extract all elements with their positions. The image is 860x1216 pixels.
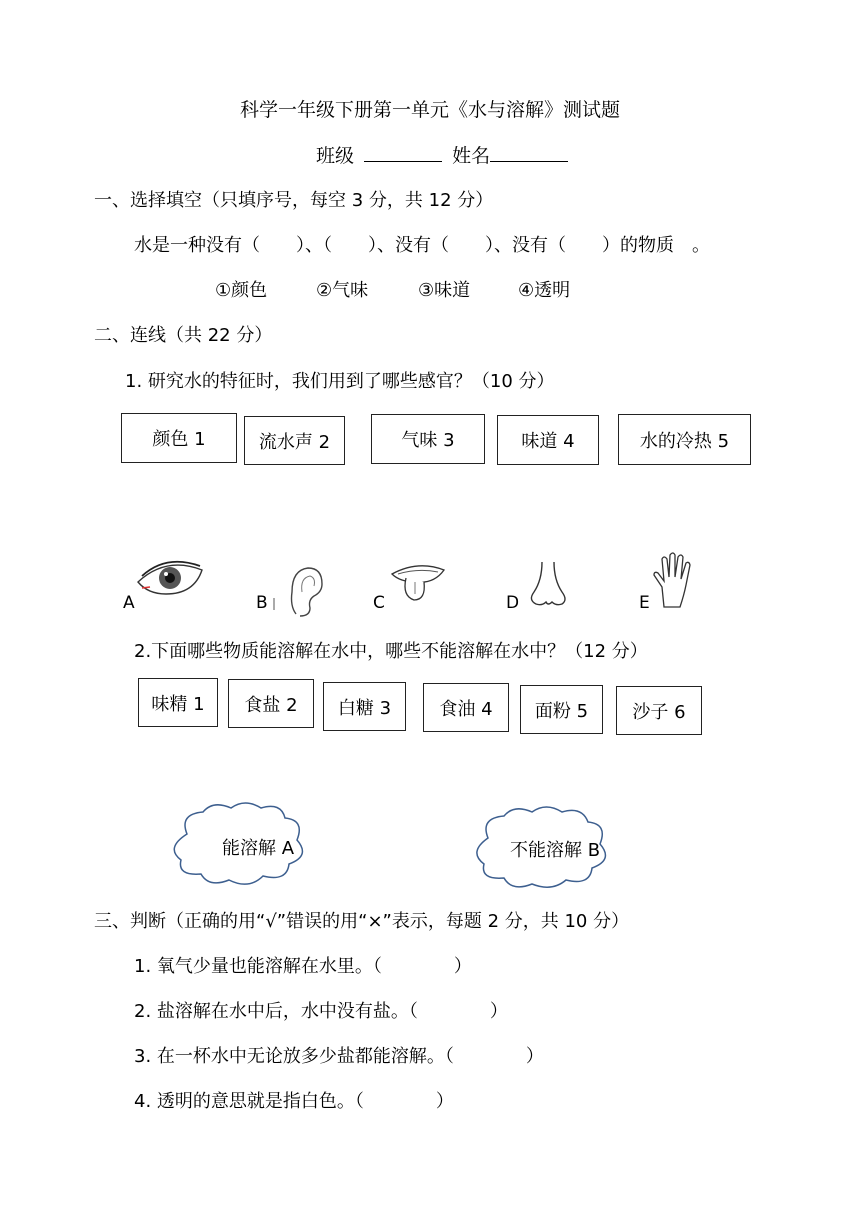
class-blank[interactable] bbox=[364, 143, 442, 162]
sense-box-3: 气味 3 bbox=[371, 414, 485, 464]
section2-q1-text: 1. 研究水的特征时，我们用到了哪些感官？（10 分） bbox=[125, 371, 555, 392]
sense-box-5: 水的冷热 5 bbox=[618, 414, 751, 465]
eye-icon bbox=[136, 556, 206, 602]
section1-option-1: ①颜色 bbox=[215, 280, 268, 301]
organ-letter-d: D bbox=[506, 593, 520, 613]
organ-letter-a: A bbox=[123, 593, 135, 613]
sense-box-4: 味道 4 bbox=[497, 415, 599, 465]
ear-icon bbox=[270, 562, 326, 618]
organ-letter-b: B bbox=[256, 593, 268, 613]
substance-box-2: 食盐 2 bbox=[228, 679, 314, 728]
section2-q2-text: 2.下面哪些物质能溶解在水中，哪些不能溶解在水中？（12 分） bbox=[134, 641, 648, 662]
mouth-tongue-icon bbox=[388, 560, 450, 608]
judge-item-2: 2. 盐溶解在水中后，水中没有盐。（ ） bbox=[134, 1001, 508, 1022]
cloud-insoluble-label: 不能溶解 B bbox=[510, 840, 601, 861]
section1-option-4: ④透明 bbox=[518, 280, 571, 301]
substance-box-3: 白糖 3 bbox=[323, 682, 406, 731]
name-label: 姓名 bbox=[452, 145, 491, 167]
judge-item-4: 4. 透明的意思就是指白色。（ ） bbox=[134, 1091, 454, 1112]
page-title: 科学一年级下册第一单元《水与溶解》测试题 bbox=[239, 99, 620, 121]
name-blank[interactable] bbox=[490, 143, 568, 162]
sense-box-2: 流水声 2 bbox=[244, 416, 345, 465]
substance-box-1: 味精 1 bbox=[138, 678, 218, 727]
section1-heading: 一、选择填空（只填序号，每空 3 分，共 12 分） bbox=[94, 190, 494, 211]
class-label: 班级 bbox=[316, 145, 355, 167]
cloud-soluble-label: 能溶解 A bbox=[222, 838, 295, 859]
section1-option-3: ③味道 bbox=[418, 280, 471, 301]
judge-item-3: 3. 在一杯水中无论放多少盐都能溶解。（ ） bbox=[134, 1046, 544, 1067]
hand-icon bbox=[652, 551, 698, 611]
substance-box-6: 沙子 6 bbox=[616, 686, 702, 735]
nose-icon bbox=[526, 560, 570, 610]
substance-box-4: 食油 4 bbox=[423, 683, 509, 732]
section2-heading: 二、连线（共 22 分） bbox=[94, 325, 273, 346]
judge-item-1: 1. 氧气少量也能溶解在水里。（ ） bbox=[134, 956, 472, 977]
student-info-line bbox=[316, 141, 572, 168]
organ-letter-e: E bbox=[639, 593, 650, 613]
section1-option-2: ②气味 bbox=[316, 280, 369, 301]
organ-letter-c: C bbox=[373, 593, 385, 613]
section3-heading: 三、判断（正确的用“√”错误的用“×”表示，每题 2 分，共 10 分） bbox=[94, 911, 630, 932]
sense-box-1: 颜色 1 bbox=[121, 413, 237, 463]
substance-box-5: 面粉 5 bbox=[520, 685, 603, 734]
section1-question: 水是一种没有（ ）、（ ）、没有（ ）、没有（ ）的物质 。 bbox=[134, 235, 710, 256]
